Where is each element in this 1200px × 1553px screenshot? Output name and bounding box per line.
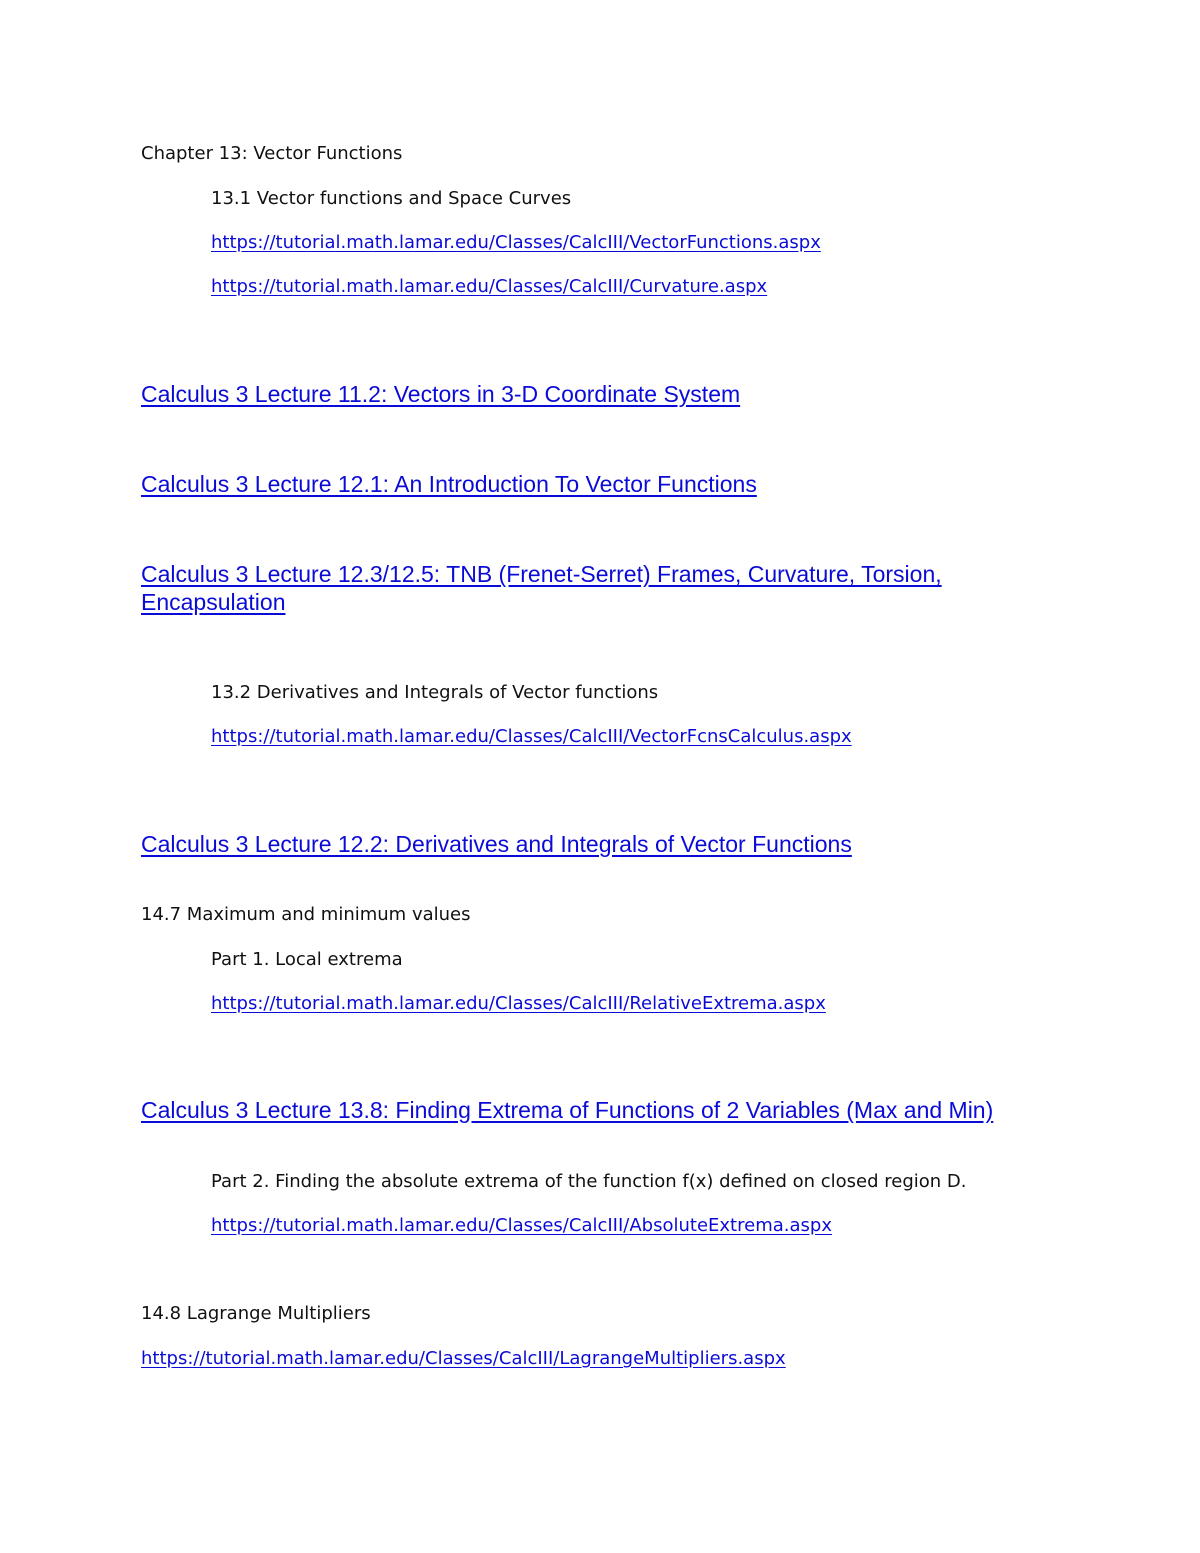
link-absolute-extrema[interactable]: https://tutorial.math.lamar.edu/Classes/CalcIII/AbsoluteExtrema.aspx bbox=[211, 1215, 832, 1236]
part-2-heading: Part 2. Finding the absolute extrema of the function f(x) defined on closed region D. bbox=[211, 1171, 967, 1192]
link-lagrange-multipliers[interactable]: https://tutorial.math.lamar.edu/Classes/CalcIII/LagrangeMultipliers.aspx bbox=[141, 1348, 786, 1369]
section-13-2-heading: 13.2 Derivatives and Integrals of Vector functions bbox=[211, 682, 659, 703]
section-14-7-heading: 14.7 Maximum and minimum values bbox=[141, 904, 471, 925]
part-1-heading: Part 1. Local extrema bbox=[211, 949, 403, 970]
lecture-link-12-2[interactable]: Calculus 3 Lecture 12.2: Derivatives and Integrals of Vector Functions bbox=[141, 831, 852, 857]
chapter-title: Chapter 13: Vector Functions bbox=[141, 143, 403, 164]
link-vector-fcns-calculus[interactable]: https://tutorial.math.lamar.edu/Classes/CalcIII/VectorFcnsCalculus.aspx bbox=[211, 726, 852, 747]
lecture-link-12-1[interactable]: Calculus 3 Lecture 12.1: An Introduction To Vector Functions bbox=[141, 471, 757, 497]
link-curvature[interactable]: https://tutorial.math.lamar.edu/Classes/CalcIII/Curvature.aspx bbox=[211, 276, 768, 297]
lecture-link-12-3-12-5[interactable]: Calculus 3 Lecture 12.3/12.5: TNB (Frenet-Serret) Frames, Curvature, Torsion, Encapsulation bbox=[141, 561, 942, 615]
link-relative-extrema[interactable]: https://tutorial.math.lamar.edu/Classes/CalcIII/RelativeExtrema.aspx bbox=[211, 993, 826, 1014]
section-14-8-heading: 14.8 Lagrange Multipliers bbox=[141, 1303, 371, 1324]
section-13-1-heading: 13.1 Vector functions and Space Curves bbox=[211, 188, 572, 209]
link-vector-functions[interactable]: https://tutorial.math.lamar.edu/Classes/CalcIII/VectorFunctions.aspx bbox=[211, 232, 821, 253]
lecture-link-13-8[interactable]: Calculus 3 Lecture 13.8: Finding Extrema of Functions of 2 Variables (Max and Min) bbox=[141, 1097, 994, 1123]
lecture-link-11-2[interactable]: Calculus 3 Lecture 11.2: Vectors in 3-D Coordinate System bbox=[141, 381, 741, 407]
